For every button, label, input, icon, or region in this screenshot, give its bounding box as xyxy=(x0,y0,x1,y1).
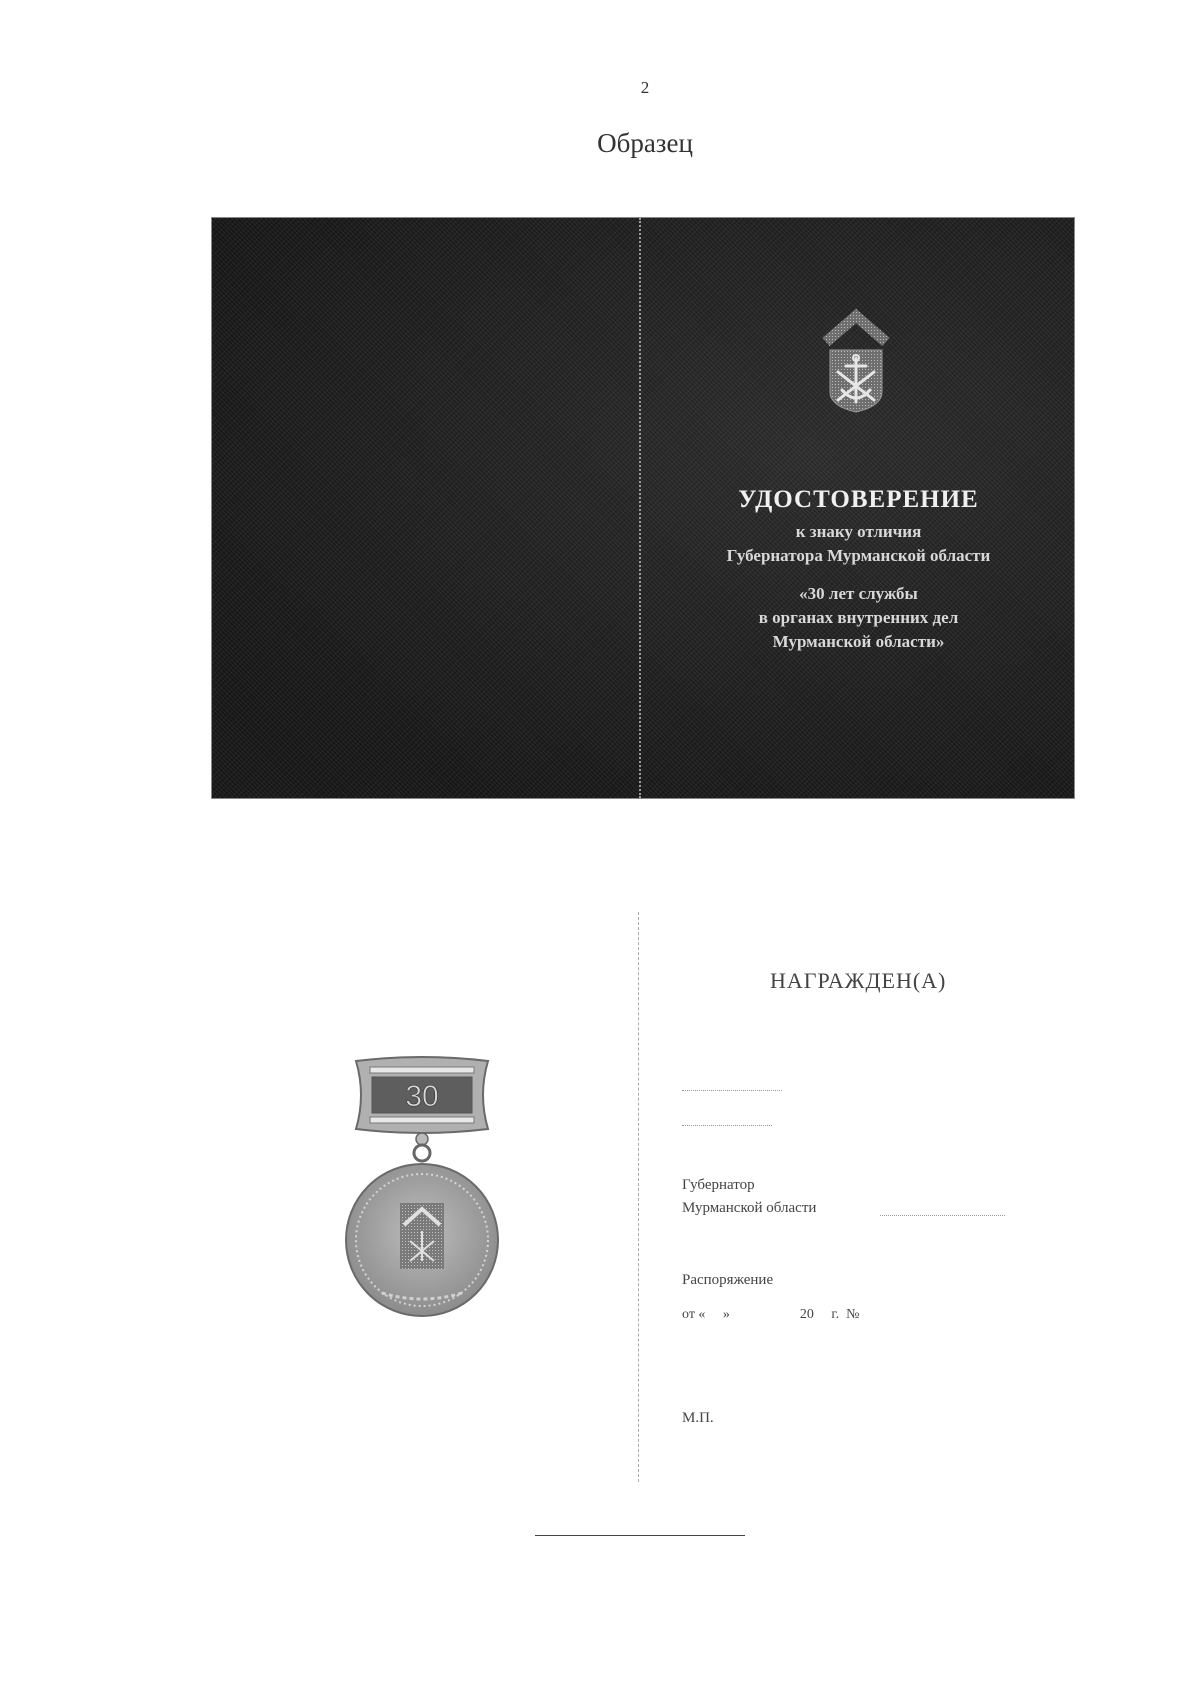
name-blank-line xyxy=(682,1125,772,1126)
murmansk-emblem-icon xyxy=(820,306,892,416)
name-blank-line xyxy=(682,1090,782,1091)
cover-award-line: Мурманской области» xyxy=(772,632,945,651)
cover-award-line: в органах внутренних дел xyxy=(758,608,959,627)
order-label: Распоряжение xyxy=(682,1272,774,1288)
governor-label: Губернатор xyxy=(682,1177,755,1193)
bottom-divider xyxy=(535,1535,745,1536)
cover-subtitle-line: к знаку отличия xyxy=(795,522,922,541)
order-date-line: от « » 20 г. № xyxy=(682,1307,860,1322)
sample-label: Образец xyxy=(597,128,693,158)
medal-number: 30 xyxy=(405,1080,439,1113)
seal-label: М.П. xyxy=(682,1410,714,1426)
cover-award-line: «30 лет службы xyxy=(799,584,918,603)
signature-blank-line xyxy=(880,1215,1005,1216)
inner-fold-line xyxy=(638,912,639,1482)
awarded-title: НАГРАЖДЕН(А) xyxy=(770,968,947,993)
governor-region-label: Мурманской области xyxy=(682,1200,817,1216)
cover-subtitle-line: Губернатора Мурманской области xyxy=(726,546,991,565)
cover-fold-line xyxy=(639,218,641,798)
page-number: 2 xyxy=(640,78,650,97)
certificate-cover xyxy=(212,218,1074,798)
cover-title: УДОСТОВЕРЕНИЕ xyxy=(738,486,979,513)
medal-30-icon xyxy=(342,1055,502,1330)
